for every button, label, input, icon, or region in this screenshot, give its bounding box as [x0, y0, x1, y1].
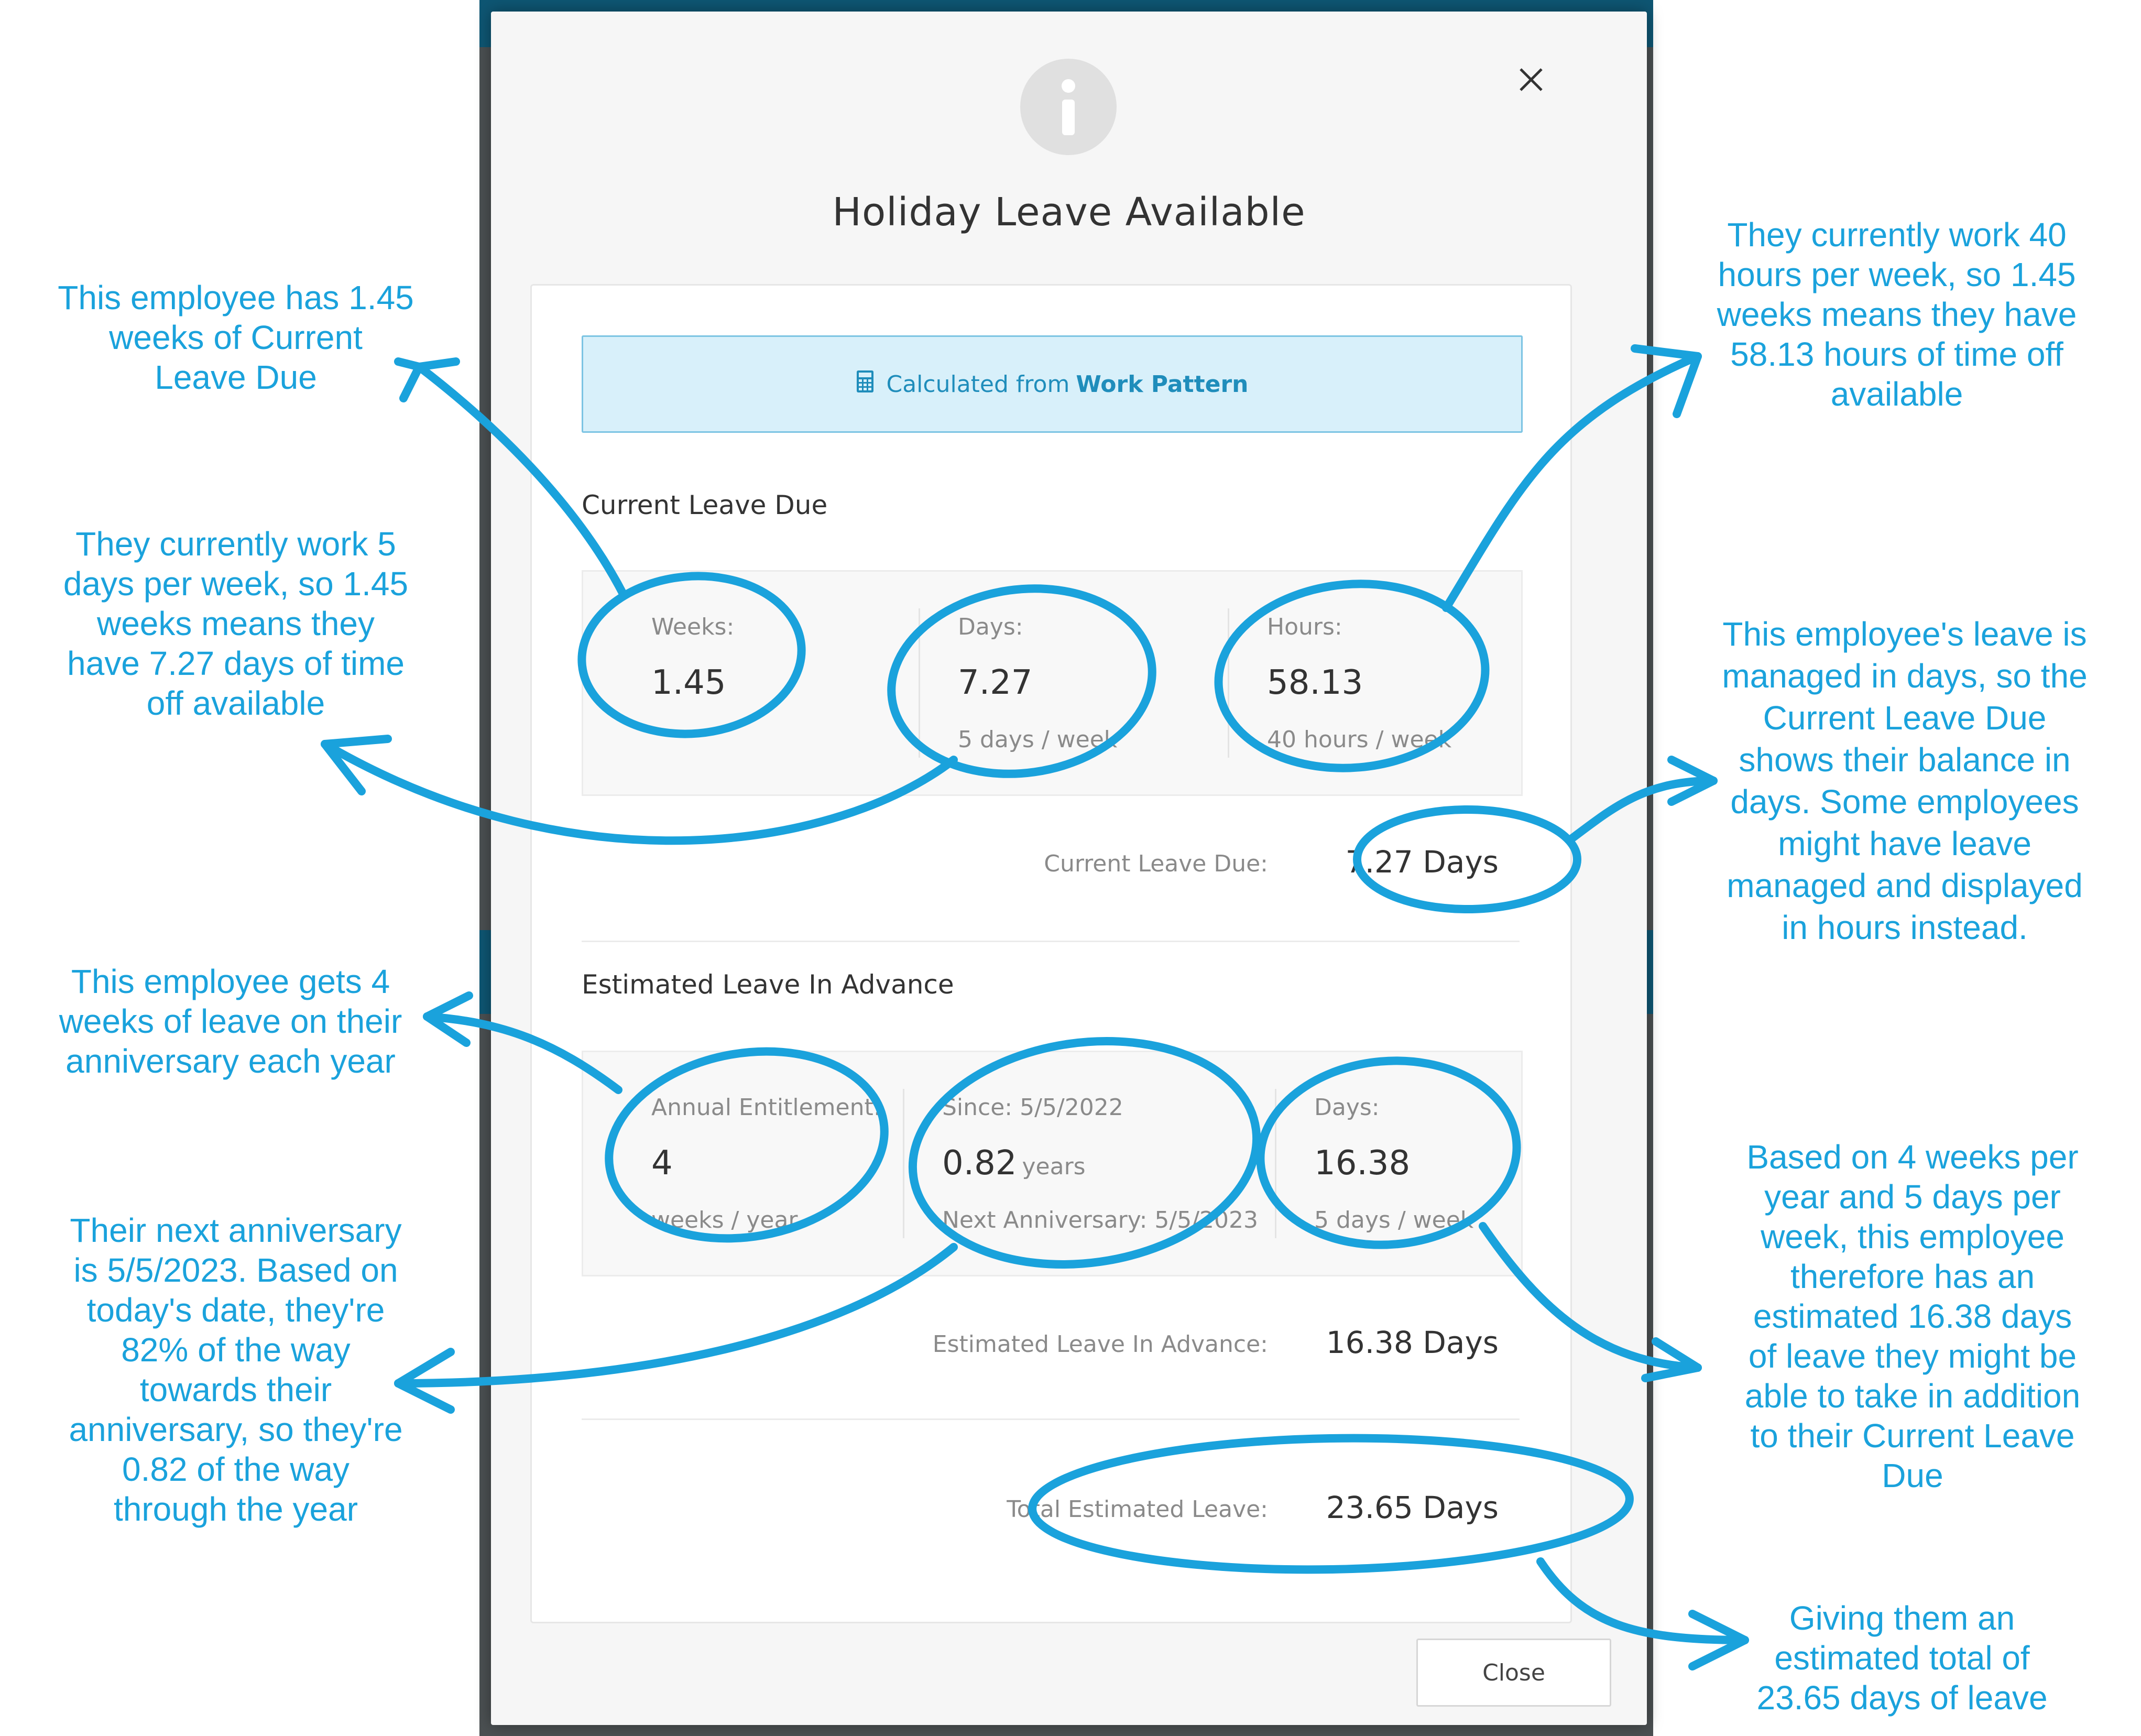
note-line: managed in days, so the	[1722, 657, 2088, 695]
note-line: Their next anniversary	[70, 1211, 402, 1249]
managed-annotation	[1687, 613, 2122, 948]
advance-days-label: Days:	[1314, 1094, 1380, 1121]
days-value: 7.27	[958, 663, 1033, 702]
note-line: anniversary each year	[65, 1042, 396, 1080]
advance-days-value: 16.38	[1314, 1144, 1411, 1183]
note-line: This employee's leave is	[1722, 615, 2087, 653]
grand-total	[582, 1486, 1520, 1538]
note-line: Leave Due	[155, 358, 317, 396]
note-line: estimated 16.38 days	[1753, 1297, 2072, 1335]
entitlement-stat	[583, 1052, 903, 1275]
note-line: through the year	[113, 1490, 358, 1528]
grand-total-label: Total Estimated Leave:	[1007, 1496, 1268, 1523]
advance-leave-stats	[582, 1051, 1523, 1276]
note-line: estimated total of	[1774, 1639, 2030, 1677]
pattern-prefix: Calculated from	[886, 370, 1070, 398]
note-line: days per week, so 1.45	[63, 565, 409, 603]
current-total-value: 7.27 Days	[1345, 844, 1499, 880]
note-line: in hours instead.	[1782, 909, 2028, 946]
pattern-name: Work Pattern	[1076, 370, 1249, 398]
work-pattern-banner[interactable]	[582, 335, 1523, 433]
advance-leave-title: Estimated Leave In Advance	[582, 969, 954, 1000]
note-line: Current Leave Due	[1763, 699, 2047, 737]
close-icon[interactable]	[1515, 64, 1547, 95]
since-years: 0.82	[942, 1144, 1017, 1183]
hours-label: Hours:	[1267, 614, 1342, 640]
note-line: anniversary, so they're	[69, 1411, 403, 1448]
current-total-label: Current Leave Due:	[1044, 850, 1268, 877]
section-divider	[582, 941, 1520, 942]
modal-title: Holiday Leave Available	[832, 190, 1306, 235]
hours-value: 58.13	[1267, 663, 1363, 702]
section-divider	[582, 1418, 1520, 1420]
days-stat	[919, 572, 1228, 794]
advance-total-label: Estimated Leave In Advance:	[932, 1331, 1268, 1358]
note-line: weeks of Current	[109, 319, 363, 356]
note-line: to their Current Leave	[1750, 1417, 2075, 1455]
note-line: shows their balance in	[1739, 741, 2071, 779]
weeks-value: 1.45	[651, 663, 726, 702]
advance-leave-total	[582, 1320, 1520, 1373]
note-line: towards their	[139, 1371, 332, 1409]
weeks-label: Weeks:	[651, 614, 735, 640]
calculator-icon	[856, 370, 874, 399]
note-line: They currently work 5	[75, 525, 396, 563]
days-label: Days:	[958, 614, 1023, 640]
note-line: therefore has an	[1790, 1258, 2035, 1295]
total-annotation	[1724, 1598, 2080, 1718]
note-line: is 5/5/2023. Based on	[73, 1251, 398, 1289]
note-line: 0.82 of the way	[122, 1450, 350, 1488]
days-per-week: 5 days / week	[958, 726, 1118, 753]
current-leave-stats	[582, 570, 1523, 796]
note-line: weeks means they have	[1717, 296, 2077, 333]
note-line: managed and displayed	[1727, 867, 2083, 904]
advance-days-per-week: 5 days / week	[1314, 1207, 1474, 1233]
note-line: today's date, they're	[86, 1291, 385, 1329]
leave-content-card	[530, 284, 1572, 1623]
anniversary-annotation	[21, 1210, 451, 1529]
note-line: This employee has 1.45	[58, 279, 414, 316]
advance-annotation	[1708, 1137, 2117, 1495]
note-line: year and 5 days per	[1764, 1178, 2061, 1216]
days-annotation	[31, 524, 440, 723]
entitlement-unit: weeks / year	[651, 1207, 798, 1233]
note-line: Based on 4 weeks per	[1746, 1138, 2079, 1176]
note-line: 58.13 hours of time off	[1730, 335, 2063, 373]
hours-stat	[1228, 572, 1521, 794]
weeks-stat	[583, 572, 919, 794]
holiday-leave-modal	[491, 12, 1647, 1725]
note-line: Giving them an	[1789, 1599, 2015, 1637]
note-line: days. Some employees	[1730, 783, 2079, 821]
advance-days-stat	[1275, 1052, 1521, 1275]
current-leave-total	[582, 840, 1520, 892]
advance-total-value: 16.38 Days	[1326, 1325, 1499, 1360]
grand-total-value: 23.65 Days	[1326, 1490, 1499, 1525]
note-line: available	[1830, 375, 1963, 413]
note-line: This employee gets 4	[71, 963, 390, 1000]
hours-annotation	[1687, 215, 2106, 414]
note-line: able to take in addition	[1744, 1377, 2081, 1415]
since-stat	[903, 1052, 1275, 1275]
since-unit: years	[1022, 1153, 1086, 1180]
note-line: weeks means they	[96, 605, 375, 642]
note-line: Due	[1882, 1457, 1943, 1494]
entitlement-label: Annual Entitlement:	[651, 1094, 881, 1121]
note-line: They currently work 40	[1727, 216, 2067, 254]
hours-per-week: 40 hours / week	[1267, 726, 1452, 753]
since-value	[942, 1144, 1086, 1183]
note-line: have 7.27 days of time	[67, 645, 405, 682]
since-label: Since: 5/5/2022	[942, 1094, 1123, 1121]
note-line: of leave they might be	[1748, 1337, 2077, 1375]
weeks-annotation	[31, 278, 440, 397]
next-anniversary: Next Anniversary: 5/5/2023	[942, 1207, 1259, 1233]
note-line: week, this employee	[1761, 1218, 2064, 1255]
note-line: might have leave	[1778, 825, 2031, 862]
note-line: hours per week, so 1.45	[1718, 256, 2076, 293]
entitlement-value: 4	[651, 1144, 673, 1183]
note-line: 23.65 days of leave	[1756, 1679, 2048, 1717]
info-icon	[1020, 59, 1117, 155]
note-line: off available	[146, 684, 325, 722]
note-line: 82% of the way	[121, 1331, 351, 1369]
current-leave-title: Current Leave Due	[582, 490, 828, 520]
entitlement-annotation	[21, 962, 440, 1081]
close-button[interactable]: Close	[1416, 1639, 1611, 1707]
note-line: weeks of leave on their	[59, 1002, 402, 1040]
